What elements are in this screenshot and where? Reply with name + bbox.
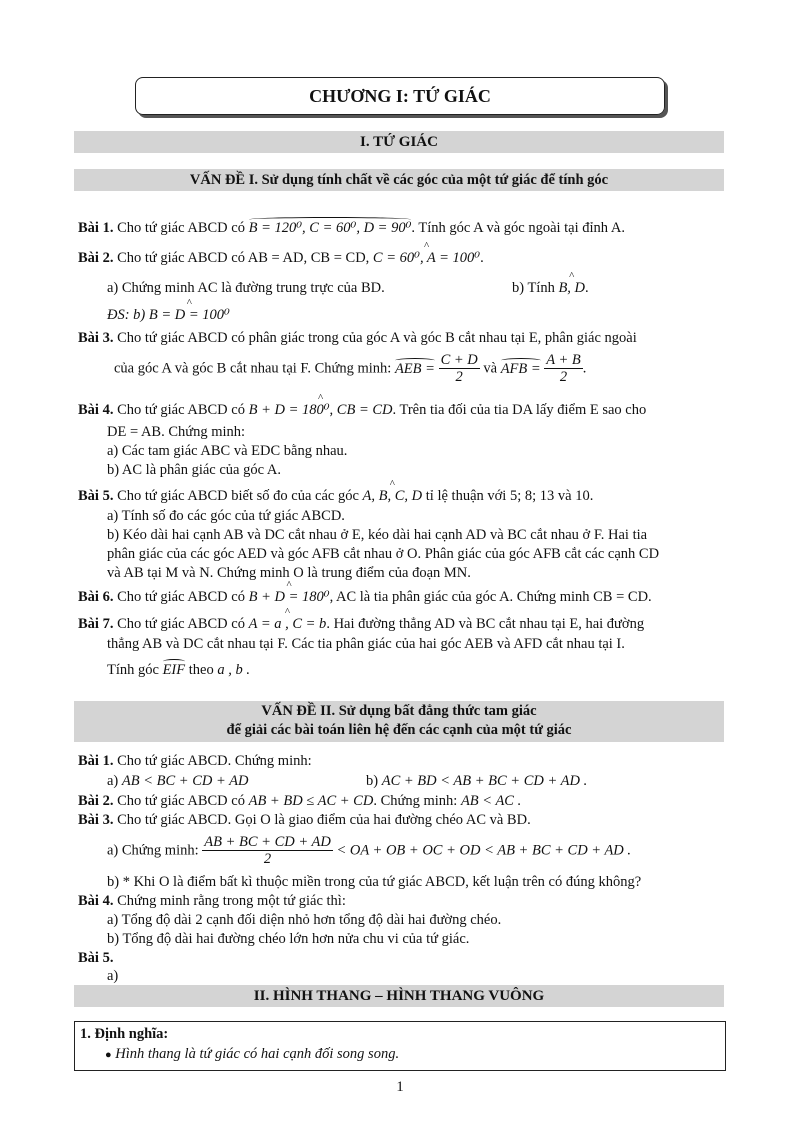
problem-5 [78, 488, 593, 505]
problem-text: Cho tứ giác ABCD có [117, 589, 245, 605]
fraction-numerator: A + B [546, 352, 581, 368]
fraction-numerator: AB + BC + CD + AD [204, 834, 331, 850]
problem-label: Bài 1. [78, 220, 114, 236]
problem-text: . Chứng minh: [373, 793, 458, 809]
definition-text: Hình thang là tứ giác có hai cạnh đối song song. [115, 1046, 400, 1062]
problem-text: Cho tứ giác ABCD. Chứng minh: [117, 753, 312, 769]
problem-5a: a) Tính số đo các góc của tứ giác ABCD. [107, 508, 345, 524]
section-title: I. TỨ GIÁC [74, 131, 724, 153]
problem-7-line2: thẳng AB và DC cắt nhau tại F. Các tia phân giác của hai góc AEB và AFD cắt nhau tại I. [107, 636, 625, 652]
problem-label: Bài 6. [78, 589, 114, 605]
problem-2b: b) Tính ^ B, D. [512, 280, 589, 297]
problem-5b: b) Kéo dài hai cạnh AB và DC cắt nhau ở E, kéo dài hai cạnh AD và BC cắt nhau ở F. Hai tia [107, 527, 648, 543]
problem-label: Bài 2. [78, 793, 114, 809]
math-expr: ^ C = 60⁰, A = 100⁰ [373, 250, 480, 267]
math-expr: ^ B = D = 100⁰ [149, 307, 230, 324]
problem-label: Bài 2. [78, 250, 114, 266]
problem-5b: phân giác của các góc AED và góc AFB cắt nhau ở O. Phân giác của góc AFB cắt các cạnh CD [107, 546, 660, 562]
problem-text: b) Tính [512, 280, 555, 296]
problem-text: Cho tứ giác ABCD có [117, 402, 245, 418]
problem-3a [107, 834, 631, 867]
math-expr: ^ B + D = 180⁰, CB = CD [249, 402, 393, 419]
problem-4-line2: DE = AB. Chứng minh: [107, 424, 246, 440]
fraction [544, 352, 583, 385]
problem-text: a) [107, 773, 119, 789]
math-expr: ^ B + D = 180⁰ [249, 589, 330, 606]
problem-text: Cho tứ giác ABCD biết số đo của các góc [117, 488, 359, 504]
math-expr: AFB = [500, 360, 541, 377]
problem-label: Bài 1. [78, 753, 114, 769]
section-title: II. HÌNH THANG – HÌNH THANG VUÔNG [74, 985, 724, 1007]
problem-text: b) [366, 773, 379, 789]
problem-4b: b) AC là phân giác của góc A. [107, 462, 281, 478]
problem-2-answer [107, 307, 230, 324]
problem-3-line2: của góc A và góc B cắt nhau tại F. Chứng minh: AEB = $\frac{C + D}{2}$ và AFB = $\frac{A + B}{2}$ . [114, 352, 587, 385]
definition-item [105, 1046, 399, 1063]
math-expr: AEB = [394, 360, 435, 377]
problem-label: Bài 3. [78, 812, 114, 828]
problem-label: Bài 7. [78, 616, 114, 632]
problem-3 [78, 330, 637, 347]
problem-text: Tính góc [107, 662, 159, 678]
problem-label: Bài 4. [78, 402, 114, 418]
problem-text: Cho tứ giác ABCD có AB = AD, CB = CD, [117, 250, 370, 266]
topic-title [74, 701, 724, 742]
problem-3 [78, 812, 531, 829]
problem-label: Bài 4. [78, 893, 114, 909]
math-expr: ^ A, B, C, D [363, 488, 423, 505]
fraction-denominator: 2 [455, 369, 463, 385]
problem-1 [78, 220, 625, 237]
math-expr: EIF [162, 662, 186, 678]
problem-text: , AC là tia phân giác của góc A. Chứng minh CB = CD. [329, 589, 652, 605]
problem-label: Bài 5. [78, 488, 114, 504]
bullet-icon: ● [105, 1049, 112, 1061]
problem-5a: a) [107, 968, 119, 984]
problem-text: . Hai đường thẳng AD và BC cắt nhau tại E, hai đường [326, 616, 645, 632]
math-expr: AC + BD < AB + BC + CD + AD . [381, 773, 588, 789]
problem-6 [78, 589, 652, 606]
math-expr: AB < BC + CD + AD [121, 773, 249, 789]
math-expr: < OA + OB + OC + OD < AB + BC + CD + AD . [336, 842, 632, 859]
problem-text: Cho tứ giác ABCD. Gọi O là giao điểm của hai đường chéo AC và BD. [117, 812, 531, 828]
definition-heading: 1. Định nghĩa: [80, 1026, 169, 1042]
math-expr: AB < AC . [460, 793, 522, 809]
problem-label: Bài 3. [78, 330, 114, 346]
chapter-title: CHƯƠNG I: TỨ GIÁC [135, 77, 665, 115]
page-number: 1 [396, 1079, 404, 1095]
problem-4b: b) Tổng độ dài hai đường chéo lớn hơn nửa chu vi của tứ giác. [107, 931, 470, 947]
problem-5b: và AB tại M và N. Chứng minh O là trung điểm của đoạn MN. [107, 565, 471, 581]
problem-4a: a) Tổng độ dài 2 cạnh đối diện nhỏ hơn tổng độ dài hai đường chéo. [107, 912, 502, 928]
problem-4 [78, 893, 346, 910]
topic-title-line: VẤN ĐỀ II. Sử dụng bất đẳng thức tam giác [261, 703, 537, 719]
fraction [439, 352, 480, 385]
answer-label: ĐS: b) [107, 307, 146, 323]
problem-1b [366, 773, 587, 790]
problem-text: Cho tứ giác ABCD có [117, 220, 245, 236]
problem-text: Chứng minh rằng trong một tứ giác thì: [117, 893, 346, 909]
problem-7-line3 [107, 662, 250, 679]
definition-box [74, 1021, 726, 1071]
problem-4 [78, 402, 646, 419]
fraction [202, 834, 333, 867]
problem-text: . [480, 250, 484, 266]
problem-text: và [483, 360, 498, 377]
problem-text: a) Chứng minh: [107, 842, 199, 859]
problem-2 [78, 250, 484, 267]
problem-5: Bài 5. [78, 950, 114, 966]
topic-title: VẤN ĐỀ I. Sử dụng tính chất về các góc của một tứ giác để tính góc [74, 169, 724, 191]
problem-text: của góc A và góc B cắt nhau tại F. Chứng minh: [114, 360, 392, 377]
problem-2 [78, 793, 521, 810]
problem-3b: b) * Khi O là điểm bất kì thuộc miền trong của tứ giác ABCD, kết luận trên có đúng không? [107, 874, 642, 890]
fraction-denominator: 2 [559, 369, 568, 385]
problem-text: Cho tứ giác ABCD có phân giác trong của góc A và góc B cắt nhau tại E, phân giác ngoài [117, 330, 637, 346]
problem-1 [78, 753, 312, 770]
problem-text: Cho tứ giác ABCD có [117, 616, 245, 632]
math-expr: ^ A = a , C = b [249, 616, 327, 633]
problem-text: . Tính góc A và góc ngoài tại đỉnh A. [411, 220, 625, 236]
math-expr: B = 120⁰, C = 60⁰, D = 90⁰ [248, 220, 412, 236]
fraction-denominator: 2 [263, 851, 272, 867]
problem-4a: a) Các tam giác ABC và EDC bằng nhau. [107, 443, 348, 459]
problem-text: Cho tứ giác ABCD có [117, 793, 245, 809]
math-expr: a , b . [217, 662, 250, 678]
problem-text: . Trên tia đối của tia DA lấy điểm E sao cho [392, 402, 647, 418]
problem-2a: a) Chứng minh AC là đường trung trực của BD. [107, 280, 385, 296]
fraction-numerator: C + D [440, 352, 478, 368]
topic-title-line: để giải các bài toán liên hệ đến các cạnh của một tứ giác [226, 722, 572, 738]
problem-text: tỉ lệ thuận với 5; 8; 13 và 10. [425, 488, 594, 504]
problem-text: theo [188, 662, 214, 678]
problem-1a [107, 773, 248, 790]
problem-7 [78, 616, 644, 633]
math-expr: AB + BD ≤ AC + CD [248, 793, 374, 809]
math-expr: ^ B, D [558, 280, 585, 297]
